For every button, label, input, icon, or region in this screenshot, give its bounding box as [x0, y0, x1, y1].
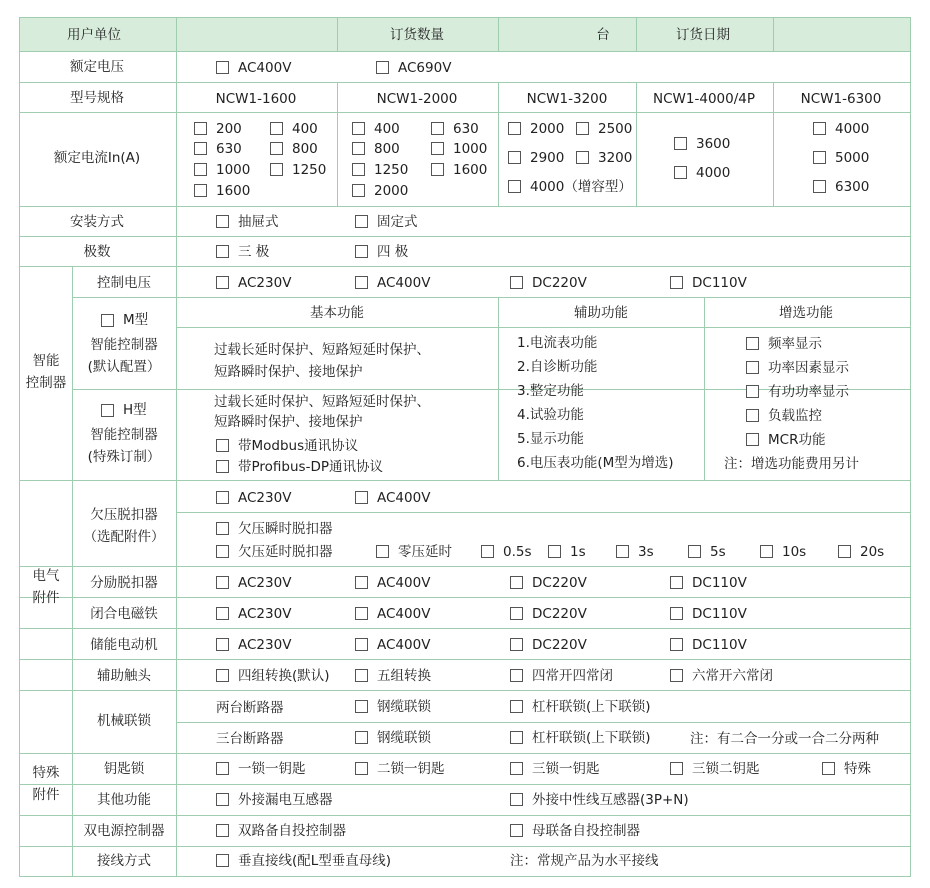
extra-func-label: MCR功能 [768, 432, 826, 448]
grid-line-v [176, 17, 177, 877]
mech-cable-3-label: 钢缆联锁 [377, 730, 431, 746]
uv-time-label: 5s [710, 544, 726, 560]
grid-line-h [72, 389, 499, 390]
current-2900-label: 2900 [530, 150, 565, 166]
model-value: NCW1-2000 [376, 91, 458, 107]
key-3lock1key-checkbox[interactable] [510, 762, 523, 775]
motor-label: 储能电动机 [90, 637, 158, 653]
user-unit-label: 用户单位 [67, 27, 121, 43]
order-qty-label: 订货数量 [390, 27, 444, 43]
extra-func-checkbox[interactable] [746, 433, 759, 446]
basic-func-header: 基本功能 [310, 305, 364, 321]
shunt-ac230v-checkbox[interactable] [216, 576, 229, 589]
grid-line-v [498, 297, 499, 481]
ctrl-ac400v-checkbox[interactable] [355, 276, 368, 289]
mech-lever-2-checkbox[interactable] [510, 700, 523, 713]
model-value: NCW1-1600 [215, 91, 297, 107]
aux-contact-5-label: 五组转换 [377, 668, 431, 684]
mech-two-breakers: 两台断路器 [216, 700, 284, 716]
grid-line-h [19, 597, 911, 598]
grid-line-v [704, 297, 705, 481]
install-label: 安装方式 [70, 214, 124, 230]
aux-contact-5-checkbox[interactable] [355, 669, 368, 682]
grid-line-h [19, 659, 911, 660]
shunt-dc110v-checkbox[interactable] [670, 576, 683, 589]
extra-func-checkbox[interactable] [746, 385, 759, 398]
rated-current-label: 额定电流In(A) [53, 150, 141, 166]
grid-line-h [176, 512, 911, 513]
aux-contact-4-label: 四组转换(默认) [238, 668, 330, 684]
uv-zero-delay-label: 零压延时 [398, 544, 452, 560]
grid-line-v [72, 690, 73, 877]
h-type-basic-text: 过载长延时保护、短路短延时保护、 短路瞬时保护、接地保护 [214, 394, 430, 430]
grid-line-h [19, 628, 911, 629]
install-drawer-checkbox[interactable] [216, 215, 229, 228]
closing-label: 闭合电磁铁 [90, 606, 158, 622]
neutral-transformer-checkbox[interactable] [510, 793, 523, 806]
current-800-checkbox[interactable] [270, 142, 283, 155]
rated-voltage-ac690v-checkbox[interactable] [376, 61, 389, 74]
motor-dc110v-checkbox[interactable] [670, 638, 683, 651]
uv-time-checkbox[interactable] [548, 545, 561, 558]
order-date-label: 订货日期 [676, 27, 730, 43]
uv-delay-label: 欠压延时脱扣器 [238, 544, 333, 560]
extra-func-checkbox[interactable] [746, 361, 759, 374]
grid-line-h [19, 876, 911, 877]
grid-line-h [19, 51, 911, 52]
aux-func-item: 6.电压表功能(M型为增选) [517, 455, 674, 471]
aux-func-item: 2.自诊断功能 [517, 359, 598, 375]
shunt-label: 分励脱扣器 [90, 575, 158, 591]
current-2500-label: 2500 [598, 121, 633, 137]
current-1600-checkbox[interactable] [431, 163, 444, 176]
uv-instant-label: 欠压瞬时脱扣器 [238, 521, 333, 537]
grid-line-v [773, 17, 774, 52]
mech-lever-3-checkbox[interactable] [510, 731, 523, 744]
grid-line-v [337, 17, 338, 52]
poles-three-label: 三 极 [238, 244, 270, 260]
current-630-label: 630 [216, 141, 242, 157]
grid-line-v [72, 266, 73, 481]
closing-ac230v-checkbox[interactable] [216, 607, 229, 620]
current-6300-label: 6300 [835, 179, 870, 195]
grid-line-h [19, 266, 911, 267]
wiring-note: 注：常规产品为水平接线 [510, 853, 659, 869]
special-group-label: 特殊 附件 [32, 765, 60, 803]
key-special-checkbox[interactable] [822, 762, 835, 775]
model-value: NCW1-6300 [800, 91, 882, 107]
current-6300-checkbox[interactable] [813, 180, 826, 193]
extra-func-label: 功率因素显示 [768, 360, 849, 376]
uv-time-label: 1s [570, 544, 586, 560]
neutral-transformer-label: 外接中性线互感器(3P+N) [532, 792, 689, 808]
current-630-label: 630 [453, 121, 479, 137]
current-400-checkbox[interactable] [352, 122, 365, 135]
grid-line-h [19, 753, 911, 754]
current-630-checkbox[interactable] [431, 122, 444, 135]
aux-contact-4no4nc-checkbox[interactable] [510, 669, 523, 682]
leakage-transformer-checkbox[interactable] [216, 793, 229, 806]
rated-voltage-ac690v-label: AC690V [398, 60, 452, 76]
current-1250-label: 1250 [292, 162, 327, 178]
bus-tie-transfer-checkbox[interactable] [510, 824, 523, 837]
closing-ac230v-label: AC230V [238, 606, 292, 622]
current-5000-checkbox[interactable] [813, 151, 826, 164]
motor-dc110v-label: DC110V [692, 637, 747, 653]
extra-func-checkbox[interactable] [746, 337, 759, 350]
closing-dc110v-label: DC110V [692, 606, 747, 622]
install-drawer-label: 抽屉式 [238, 214, 279, 230]
current-1000-label: 1000 [216, 162, 251, 178]
aux-func-item: 4.试验功能 [517, 407, 584, 423]
mech-interlock-label: 机械联锁 [97, 713, 151, 729]
mech-cable-2-checkbox[interactable] [355, 700, 368, 713]
uv-time-label: 3s [638, 544, 654, 560]
current-400-label: 400 [374, 121, 400, 137]
grid-line-h [19, 815, 911, 816]
mech-lever-2-label: 杠杆联锁(上下联锁) [532, 699, 651, 715]
model-label: 型号规格 [70, 90, 124, 106]
aux-contact-label: 辅助触头 [97, 668, 151, 684]
mech-note: 注：有二合一分或一合二分两种 [690, 731, 879, 747]
uv-time-label: 0.5s [503, 544, 532, 560]
uv-ac400v-checkbox[interactable] [355, 491, 368, 504]
grid-line-v [636, 82, 637, 207]
motor-ac230v-checkbox[interactable] [216, 638, 229, 651]
uv-delay-checkbox[interactable] [216, 545, 229, 558]
current-630-checkbox[interactable] [194, 142, 207, 155]
motor-ac230v-label: AC230V [238, 637, 292, 653]
grid-line-h [19, 690, 911, 691]
grid-line-h [72, 297, 177, 298]
uv-ac230v-label: AC230V [238, 490, 292, 506]
motor-ac400v-label: AC400V [377, 637, 431, 653]
uv-instant-checkbox[interactable] [216, 522, 229, 535]
install-fixed-checkbox[interactable] [355, 215, 368, 228]
modbus-checkbox[interactable] [216, 439, 229, 452]
mech-lever-3-label: 杠杆联锁(上下联锁) [532, 730, 651, 746]
current-400-checkbox[interactable] [270, 122, 283, 135]
aux-func-header: 辅助功能 [574, 305, 628, 321]
key-1lock1key-label: 一锁一钥匙 [238, 761, 306, 777]
current-4000-checkbox[interactable] [813, 122, 826, 135]
dual-power-label: 双电源控制器 [83, 823, 165, 839]
current-4000-label: 4000 [835, 121, 870, 137]
other-func-label: 其他功能 [97, 792, 151, 808]
aux-contact-4-checkbox[interactable] [216, 669, 229, 682]
current-800-label: 800 [292, 141, 318, 157]
uv-time-checkbox[interactable] [760, 545, 773, 558]
mech-three-breakers: 三台断路器 [216, 731, 284, 747]
uv-time-checkbox[interactable] [481, 545, 494, 558]
grid-line-h [19, 82, 911, 83]
key-3lock2key-label: 三锁二钥匙 [692, 761, 760, 777]
grid-line-h [19, 17, 911, 18]
m-type-basic-text: 过载长延时保护、短路短延时保护、 短路瞬时保护、接地保护 [214, 342, 430, 380]
electrical-group-label: 电气 附件 [32, 568, 60, 606]
current-400-label: 400 [292, 121, 318, 137]
grid-line-v [636, 17, 637, 52]
h-type-checkbox[interactable] [101, 404, 114, 417]
shunt-dc110v-label: DC110V [692, 575, 747, 591]
extra-func-label: 有功功率显示 [768, 384, 849, 400]
uv-time-checkbox[interactable] [616, 545, 629, 558]
poles-three-checkbox[interactable] [216, 245, 229, 258]
grid-line-v [498, 17, 499, 52]
unit-label: 台 [596, 27, 610, 43]
current-1000-checkbox[interactable] [194, 163, 207, 176]
uv-time-label: 20s [860, 544, 885, 560]
current-1600-label: 1600 [216, 183, 251, 199]
uv-time-checkbox[interactable] [838, 545, 851, 558]
ctrl-ac230v-label: AC230V [238, 275, 292, 291]
uv-ac230v-checkbox[interactable] [216, 491, 229, 504]
current-2000-checkbox[interactable] [352, 184, 365, 197]
bus-tie-transfer-label: 母联备自投控制器 [532, 823, 640, 839]
grid-line-h [176, 327, 911, 328]
dual-auto-transfer-label: 双路备自投控制器 [238, 823, 346, 839]
header-row [19, 17, 910, 51]
poles-four-checkbox[interactable] [355, 245, 368, 258]
key-3lock1key-label: 三锁一钥匙 [532, 761, 600, 777]
current-1000-checkbox[interactable] [431, 142, 444, 155]
ctrl-ac230v-checkbox[interactable] [216, 276, 229, 289]
profibus-label: 带Profibus-DP通讯协议 [238, 459, 383, 475]
ctrl-dc220v-checkbox[interactable] [510, 276, 523, 289]
aux-func-item: 1.电流表功能 [517, 335, 598, 351]
ctrl-dc110v-label: DC110V [692, 275, 747, 291]
grid-line-v [337, 82, 338, 207]
grid-line-v [19, 17, 20, 877]
current-800-label: 800 [374, 141, 400, 157]
vertical-wiring-label: 垂直接线(配L型垂直母线) [238, 853, 392, 869]
current-4000-boost-checkbox[interactable] [508, 180, 521, 193]
grid-line-h [19, 566, 911, 567]
closing-dc220v-label: DC220V [532, 606, 587, 622]
current-200-checkbox[interactable] [194, 122, 207, 135]
uv-time-checkbox[interactable] [688, 545, 701, 558]
grid-line-h [176, 722, 911, 723]
current-1000-label: 1000 [453, 141, 488, 157]
shunt-ac400v-label: AC400V [377, 575, 431, 591]
current-5000-label: 5000 [835, 150, 870, 166]
grid-line-h [19, 846, 911, 847]
grid-line-h [19, 112, 911, 113]
wiring-label: 接线方式 [97, 853, 151, 869]
grid-line-v [498, 82, 499, 207]
grid-line-h [19, 784, 911, 785]
model-value: NCW1-3200 [526, 91, 608, 107]
current-4000-checkbox[interactable] [674, 166, 687, 179]
current-1250-checkbox[interactable] [352, 163, 365, 176]
shunt-dc220v-checkbox[interactable] [510, 576, 523, 589]
key-special-label: 特殊 [844, 761, 871, 777]
current-200-label: 200 [216, 121, 242, 137]
aux-contact-4no4nc-label: 四常开四常闭 [532, 668, 613, 684]
extra-func-note: 注：增选功能费用另计 [724, 456, 859, 472]
rated-voltage-ac400v-checkbox[interactable] [216, 61, 229, 74]
current-3600-label: 3600 [696, 136, 731, 152]
grid-line-h [19, 206, 911, 207]
current-1600-checkbox[interactable] [194, 184, 207, 197]
closing-ac400v-label: AC400V [377, 606, 431, 622]
current-3200-checkbox[interactable] [576, 151, 589, 164]
grid-line-h [72, 297, 911, 298]
closing-dc220v-checkbox[interactable] [510, 607, 523, 620]
key-2lock1key-label: 二锁一钥匙 [377, 761, 445, 777]
motor-dc220v-checkbox[interactable] [510, 638, 523, 651]
extra-func-header: 增选功能 [779, 305, 833, 321]
current-4000-boost-label: 4000（增容型） [530, 179, 632, 195]
modbus-label: 带Modbus通讯协议 [238, 438, 359, 454]
current-2500-checkbox[interactable] [576, 122, 589, 135]
install-fixed-label: 固定式 [377, 214, 418, 230]
ctrl-ac400v-label: AC400V [377, 275, 431, 291]
vertical-wiring-checkbox[interactable] [216, 854, 229, 867]
profibus-checkbox[interactable] [216, 460, 229, 473]
key-2lock1key-checkbox[interactable] [355, 762, 368, 775]
model-value: NCW1-4000/4P [653, 91, 755, 107]
motor-ac400v-checkbox[interactable] [355, 638, 368, 651]
grid-line-v [72, 480, 73, 691]
current-2900-checkbox[interactable] [508, 151, 521, 164]
aux-func-item: 5.显示功能 [517, 431, 584, 447]
current-2000-label: 2000 [530, 121, 565, 137]
m-type-checkbox[interactable] [101, 314, 114, 327]
grid-line-h [19, 480, 911, 481]
key-lock-label: 钥匙锁 [103, 761, 145, 777]
grid-line-v [910, 17, 911, 877]
uv-zero-delay-checkbox[interactable] [376, 545, 389, 558]
grid-line-h [19, 236, 911, 237]
closing-ac400v-checkbox[interactable] [355, 607, 368, 620]
ctrl-voltage-label: 控制电压 [97, 275, 151, 291]
h-type-desc: 智能控制器 (特殊订制） [87, 427, 161, 465]
aux-func-item: 3.整定功能 [517, 383, 584, 399]
ctrl-dc220v-label: DC220V [532, 275, 587, 291]
aux-contact-6no6nc-checkbox[interactable] [670, 669, 683, 682]
closing-dc110v-checkbox[interactable] [670, 607, 683, 620]
rated-voltage-ac400v-label: AC400V [238, 60, 292, 76]
mech-cable-2-label: 钢缆联锁 [377, 699, 431, 715]
current-1250-checkbox[interactable] [270, 163, 283, 176]
extra-func-checkbox[interactable] [746, 409, 759, 422]
shunt-dc220v-label: DC220V [532, 575, 587, 591]
m-type-label: M型 [123, 312, 149, 328]
current-1600-label: 1600 [453, 162, 488, 178]
uv-ac400v-label: AC400V [377, 490, 431, 506]
key-3lock2key-checkbox[interactable] [670, 762, 683, 775]
current-3600-checkbox[interactable] [674, 137, 687, 150]
dual-auto-transfer-checkbox[interactable] [216, 824, 229, 837]
extra-func-label: 负载监控 [768, 408, 822, 424]
extra-func-label: 频率显示 [768, 336, 822, 352]
grid-line-v [773, 82, 774, 207]
mech-cable-3-checkbox[interactable] [355, 731, 368, 744]
current-3200-label: 3200 [598, 150, 633, 166]
leakage-transformer-label: 外接漏电互感器 [238, 792, 333, 808]
current-1250-label: 1250 [374, 162, 409, 178]
motor-dc220v-label: DC220V [532, 637, 587, 653]
current-2000-label: 2000 [374, 183, 409, 199]
rated-voltage-label: 额定电压 [70, 59, 124, 75]
poles-label: 极数 [83, 244, 111, 260]
shunt-ac230v-label: AC230V [238, 575, 292, 591]
uv-time-label: 10s [782, 544, 807, 560]
m-type-desc: 智能控制器 (默认配置） [87, 337, 161, 375]
controller-group-label: 智能 控制器 [25, 353, 67, 391]
ctrl-dc110v-checkbox[interactable] [670, 276, 683, 289]
undervoltage-label: 欠压脱扣器 （选配附件） [83, 507, 165, 545]
shunt-ac400v-checkbox[interactable] [355, 576, 368, 589]
current-2000-checkbox[interactable] [508, 122, 521, 135]
poles-four-label: 四 极 [377, 244, 409, 260]
current-4000-label: 4000 [696, 165, 731, 181]
aux-contact-6no6nc-label: 六常开六常闭 [692, 668, 773, 684]
current-800-checkbox[interactable] [352, 142, 365, 155]
key-1lock1key-checkbox[interactable] [216, 762, 229, 775]
h-type-label: H型 [123, 402, 147, 418]
